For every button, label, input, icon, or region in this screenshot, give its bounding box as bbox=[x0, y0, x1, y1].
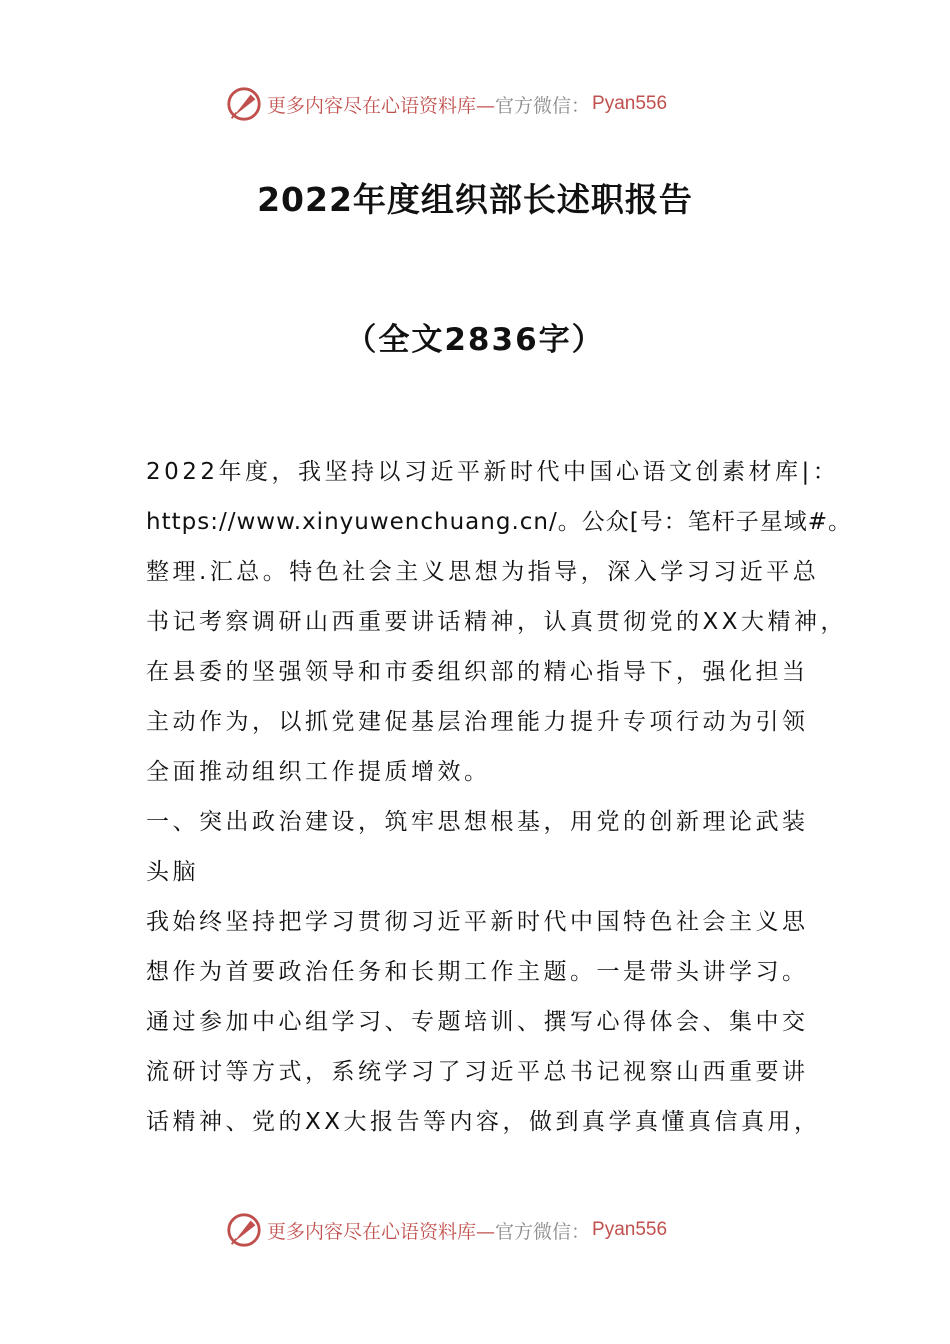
body-line: 话精神、党的XX大报告等内容，做到真学真懂真信真用， bbox=[146, 1109, 821, 1135]
pen-nib-logo-icon bbox=[225, 1211, 263, 1249]
header-brand-text: 更多内容尽在心语资料库— bbox=[267, 94, 496, 117]
body-line: 主动作为，以抓党建促基层治理能力提升专项行动为引领 bbox=[146, 709, 809, 735]
body-line: 书记考察调研山西重要讲话精神，认真贯彻党的XX大精神， bbox=[146, 609, 848, 635]
document-subtitle: （全文2836字） bbox=[345, 322, 605, 358]
body-line: 全面推动组织工作提质增效。 bbox=[146, 759, 491, 785]
header-wechat-id: Pyan556 bbox=[592, 93, 668, 114]
body-line: 整理.汇总。特色社会主义思想为指导，深入学习习近平总 bbox=[146, 559, 820, 585]
footer-banner bbox=[225, 1210, 725, 1250]
body-line: 在县委的坚强领导和市委组织部的精心指导下，强化担当 bbox=[146, 659, 809, 685]
footer-brand-text: 更多内容尽在心语资料库— bbox=[267, 1220, 496, 1243]
document-title: 2022年度组织部长述职报告 bbox=[257, 180, 693, 219]
body-line: 想作为首要政治任务和长期工作主题。一是带头讲学习。 bbox=[146, 959, 809, 985]
body-line: 通过参加中心组学习、专题培训、撰写心得体会、集中交 bbox=[146, 1009, 809, 1035]
section-heading: 一、突出政治建设，筑牢思想根基，用党的创新理论武装 bbox=[146, 809, 809, 835]
header-banner bbox=[225, 84, 725, 124]
body-line: 我始终坚持把学习贯彻习近平新时代中国特色社会主义思 bbox=[146, 909, 809, 935]
footer-wechat-id: Pyan556 bbox=[592, 1219, 668, 1240]
pen-nib-logo-icon bbox=[225, 85, 263, 123]
body-line: 流研讨等方式，系统学习了习近平总书记视察山西重要讲 bbox=[146, 1059, 809, 1085]
document-body bbox=[146, 452, 852, 1152]
body-line: https://www.xinyuwenchuang.cn/。公众[号：笔杆子星域#。 bbox=[146, 509, 852, 535]
section-heading: 头脑 bbox=[146, 859, 199, 885]
footer-wechat-label: 官方微信： bbox=[495, 1220, 591, 1243]
header-wechat-label: 官方微信： bbox=[495, 94, 591, 117]
body-line: 2022年度，我坚持以习近平新时代中国心语文创素材库|： bbox=[146, 459, 840, 485]
